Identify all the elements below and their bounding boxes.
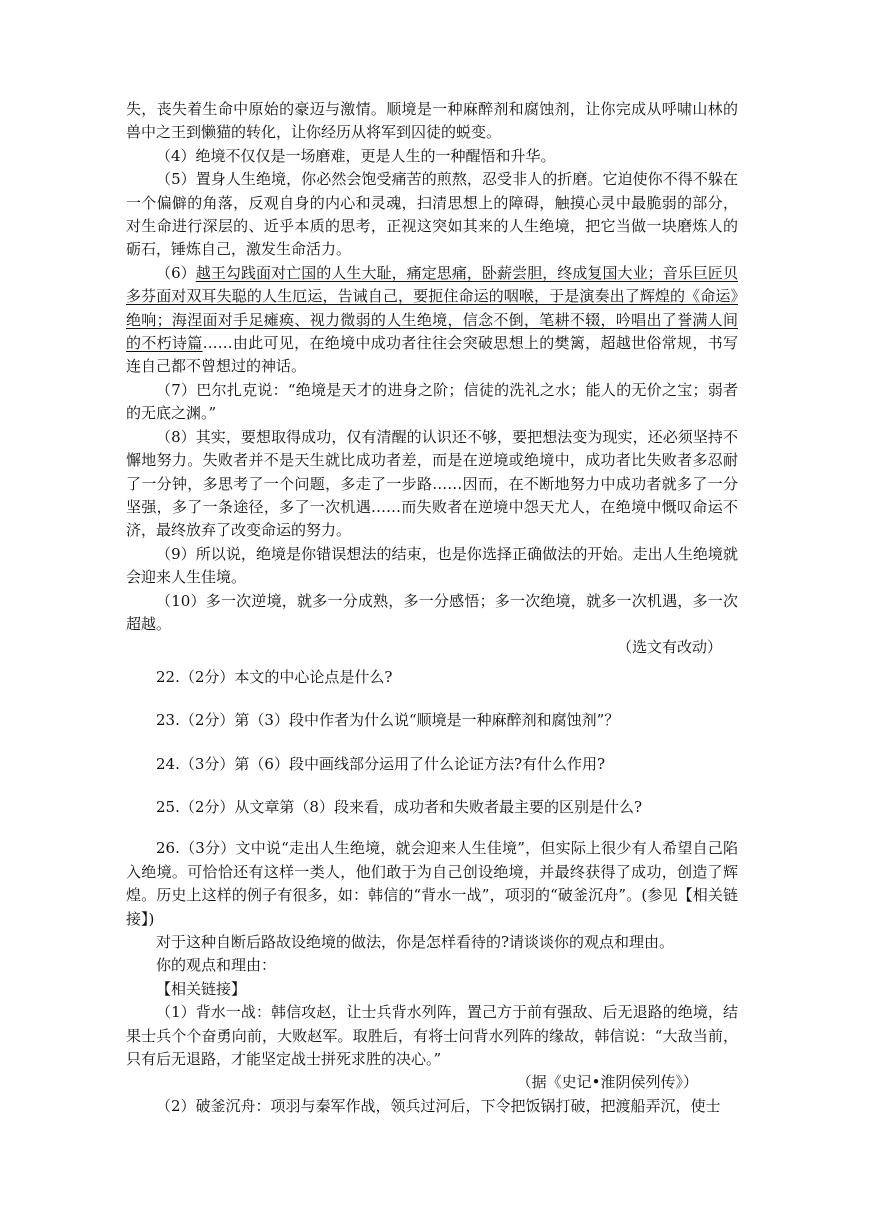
- question-26-answer-label: 你的观点和理由：: [156, 956, 277, 975]
- related-link-2: （2）破釜沉舟：项羽与秦军作战，领兵过河后，下令把饭锅打破，把渡船弄沉，使士: [156, 1096, 721, 1115]
- question-25: 25.（2分）从文章第（8）段来看，成功者和失败者最主要的区别是什么?: [156, 797, 642, 816]
- related-link-1-source: （据《史记•淮阴侯列传》）: [516, 1073, 698, 1092]
- paragraph-6: [126, 262, 738, 379]
- question-23: 23.（2分）第（3）段中作者为什么说“顺境是一种麻醉剂和腐蚀剂”？: [156, 711, 620, 730]
- paragraph-3-tail: 失，丧失着生命中原始的豪迈与激情。顺境是一种麻醉剂和腐蚀剂，让你完成从呼啸山林的兽中之王到懒猫的转化，让你经历从将军到囚徒的蜕变。: [126, 100, 738, 142]
- paragraph-9: （9）所以说，绝境是你错误想法的结束，也是你选择正确做法的开始。走出人生绝境就会迎来人生佳境。: [126, 544, 738, 587]
- paragraph-4: （4）绝境不仅仅是一场磨难，更是人生的一种醒悟和升华。: [156, 146, 556, 165]
- paragraph-6-label: （6）: [156, 263, 196, 282]
- paragraph-6-conclusion: ……由此可见，在绝境中成功者往往会突破思想上的樊篱，超越世俗常规，书写连自己都不曾想过的神话。: [126, 334, 738, 376]
- source-note: （选文有改动）: [616, 638, 722, 657]
- exam-page: [126, 98, 738, 1118]
- paragraph-6-underlined-examples: 越王勾践面对亡国的人生大耻，痛定思痛，卧薪尝胆，终成复国大业；音乐巨匠贝多芬面对双耳失聪的人生厄运，告诫自己，要扼住命运的咽喉，于是演奏出了辉煌的《命运》绝响；海涅面对手足瘫痪、视力微弱的人生绝境，信念不倒，笔耕不辍，吟唱出了誉满人间的不朽诗篇: [126, 263, 738, 353]
- paragraph-8: （8）其实，要想取得成功，仅有清醒的认识还不够，要把想法变为现实，还必须坚持不懈地努力。失败者并不是天生就比成功者差，而是在逆境或绝境中，成功者比失败者多忍耐了一分钟，多思考了一个问题，多走了一步路……因而，在不断地努力中成功者就多了一分坚强，多了一条途径，多了一次机遇……而失败者在逆境中怨天尤人，在绝境中慨叹命运不济，最终放弃了改变命运的努力。: [126, 427, 738, 540]
- paragraph-7: （7）巴尔扎克说：“绝境是天才的进身之阶；信徒的洗礼之水；能人的无价之宝；弱者的无底之渊。”: [126, 380, 738, 423]
- question-22: 22.（2分）本文的中心论点是什么?: [156, 667, 393, 686]
- question-24: 24.（3分）第（6）段中画线部分运用了什么论证方法?有什么作用?: [156, 754, 606, 773]
- paragraph-5: （5）置身人生绝境，你必然会饱受痛苦的煎熬，忍受非人的折磨。它迫使你不得不躲在一个偏僻的角落，反观自身的内心和灵魂，扫清思想上的障碍，触摸心灵中最脆弱的部分，对生命进行深层的、近乎本质的思考，正视这突如其来的人生绝境，把它当做一块磨炼人的砺石，锤炼自己，激发生命活力。: [126, 170, 738, 259]
- paragraph-10: （10）多一次逆境，就多一分成熟，多一分感悟；多一次绝境，就多一次机遇，多一次超越。: [126, 591, 738, 633]
- related-link-1: （1）背水一战：韩信攻赵，让士兵背水列阵，置己方于前有强敌、后无退路的绝境，结果士兵个个奋勇向前，大败赵军。取胜后，有将士问背水列阵的缘故，韩信说：“大敌当前，只有后无退路，才能坚定战士拼死求胜的决心。”: [126, 1003, 738, 1069]
- question-26-prompt: 对于这种自断后路故设绝境的做法，你是怎样看待的?请谈谈你的观点和理由。: [156, 933, 675, 951]
- question-26: 26.（3分）文中说“走出人生绝境，就会迎来人生佳境”，但实际上很少有人希望自己陷入绝境。可恰恰还有这样一类人，他们敢于为自己创设绝境，并最终获得了成功，创造了辉煌。历史上这样的例子有很多，如：韩信的“背水一战”，项羽的“破釜沉舟”。(参见【相关链接】): [126, 839, 738, 928]
- related-links-heading: 【相关链接】: [156, 979, 247, 998]
